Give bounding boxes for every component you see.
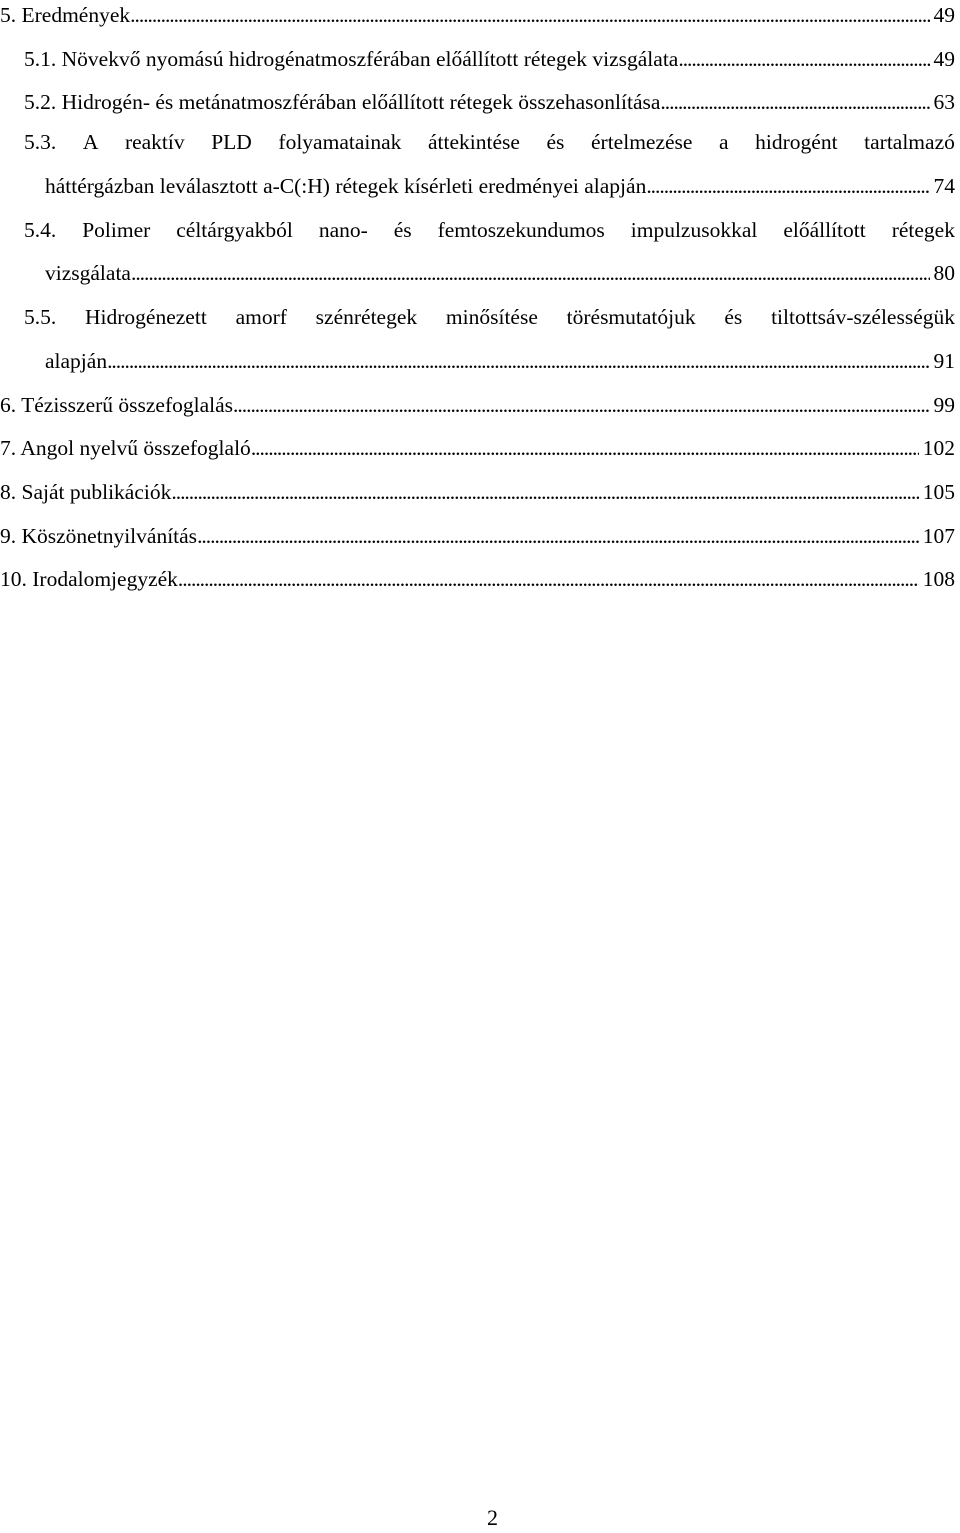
toc-entry-title: 5.1. Növekvő nyomású hidrogénatmoszférában előállított rétegek vizsgálata	[24, 47, 679, 71]
toc-word: tartalmazó	[864, 130, 955, 154]
toc-word: PLD	[211, 130, 252, 154]
toc-entry-title: háttérgázban leválasztott a-C(:H) rétegek kísérleti eredményei alapján	[45, 174, 647, 198]
toc-entry-page: 99	[933, 393, 955, 417]
toc-entry-7[interactable]	[0, 433, 955, 463]
toc-entry-10[interactable]	[0, 564, 955, 594]
toc-entry-5-3[interactable]	[45, 171, 955, 201]
toc-dot-leader	[171, 477, 918, 507]
toc-word: 5.3.	[24, 130, 57, 154]
toc-entry-title: 8. Saját publikációk	[0, 480, 172, 504]
toc-dot-leader	[178, 564, 919, 594]
toc-word: céltárgyakból	[176, 218, 293, 242]
toc-word: és	[393, 218, 412, 242]
toc-entry-title: 10. Irodalomjegyzék	[0, 567, 178, 591]
toc-entry-title: 5.2. Hidrogén- és metánatmoszférában előállított rétegek összehasonlítása	[24, 90, 661, 114]
toc-word: szénrétegek	[315, 305, 418, 329]
toc-entry-title: alapján	[45, 349, 108, 373]
toc-word: és	[724, 305, 743, 329]
toc-word: reaktív	[124, 130, 185, 154]
toc-dot-leader	[678, 44, 929, 74]
toc-word: tiltottsáv-szélességük	[771, 305, 955, 329]
toc-entry-5[interactable]	[0, 0, 955, 30]
toc-entry-5-1[interactable]	[24, 44, 955, 74]
toc-word: A	[82, 130, 99, 154]
toc-entry-title: 6. Tézisszerű összefoglalás	[0, 393, 234, 417]
toc-entry-5-5-line1[interactable]	[24, 302, 955, 332]
toc-entry-5-4[interactable]	[45, 258, 955, 288]
toc-entry-page: 80	[933, 261, 955, 285]
toc-entry-page: 91	[933, 349, 955, 373]
toc-dot-leader	[233, 390, 929, 420]
toc-word: a	[719, 130, 729, 154]
toc-word: értelmezése	[591, 130, 693, 154]
toc-dot-leader	[107, 346, 929, 376]
toc-word: impulzusokkal	[630, 218, 758, 242]
toc-entry-page: 102	[922, 436, 955, 460]
toc-word: nano-	[318, 218, 368, 242]
toc-word: és	[546, 130, 565, 154]
toc-entry-5-3-line1[interactable]	[24, 127, 955, 157]
toc-word: Hidrogénezett	[85, 305, 207, 329]
toc-entry-title: 7. Angol nyelvű összefoglaló	[0, 436, 251, 460]
toc-entry-page: 49	[933, 3, 955, 27]
toc-entry-title: 9. Köszönetnyilvánítás	[0, 524, 198, 548]
toc-dot-leader	[251, 433, 919, 463]
toc-entry-page: 74	[933, 174, 955, 198]
page-number: 2	[487, 1505, 498, 1530]
toc-word: törésmutatójuk	[566, 305, 696, 329]
toc-entry-page: 49	[933, 47, 955, 71]
toc-entry-page: 63	[933, 90, 955, 114]
toc-word: femtoszekundumos	[437, 218, 605, 242]
toc-dot-leader	[131, 258, 930, 288]
toc-entry-5-4-line1[interactable]	[24, 215, 955, 245]
toc-entry-title: 5. Eredmények	[0, 3, 131, 27]
toc-dot-leader	[130, 0, 929, 30]
toc-word: minősítése	[445, 305, 538, 329]
toc-entry-title: vizsgálata	[45, 261, 131, 285]
toc-word: folyamatainak	[278, 130, 402, 154]
toc-word: hidrogént	[755, 130, 838, 154]
toc-word: rétegek	[891, 218, 955, 242]
toc-word: amorf	[235, 305, 287, 329]
toc-entry-8[interactable]	[0, 477, 955, 507]
toc-entry-page: 105	[922, 480, 955, 504]
toc-entry-5-2[interactable]	[24, 87, 955, 117]
toc-dot-leader	[646, 171, 929, 201]
toc-dot-leader	[660, 87, 929, 117]
toc-entry-5-5[interactable]	[45, 346, 955, 376]
toc-word: 5.4.	[24, 218, 57, 242]
toc-word: előállított	[783, 218, 866, 242]
toc-word: 5.5.	[24, 305, 57, 329]
toc-dot-leader	[197, 521, 919, 551]
toc-entry-6[interactable]	[0, 390, 955, 420]
toc-entry-page: 108	[922, 567, 955, 591]
toc-word: áttekintése	[427, 130, 520, 154]
toc-entry-9[interactable]	[0, 521, 955, 551]
toc-entry-page: 107	[922, 524, 955, 548]
toc-word: Polimer	[82, 218, 151, 242]
